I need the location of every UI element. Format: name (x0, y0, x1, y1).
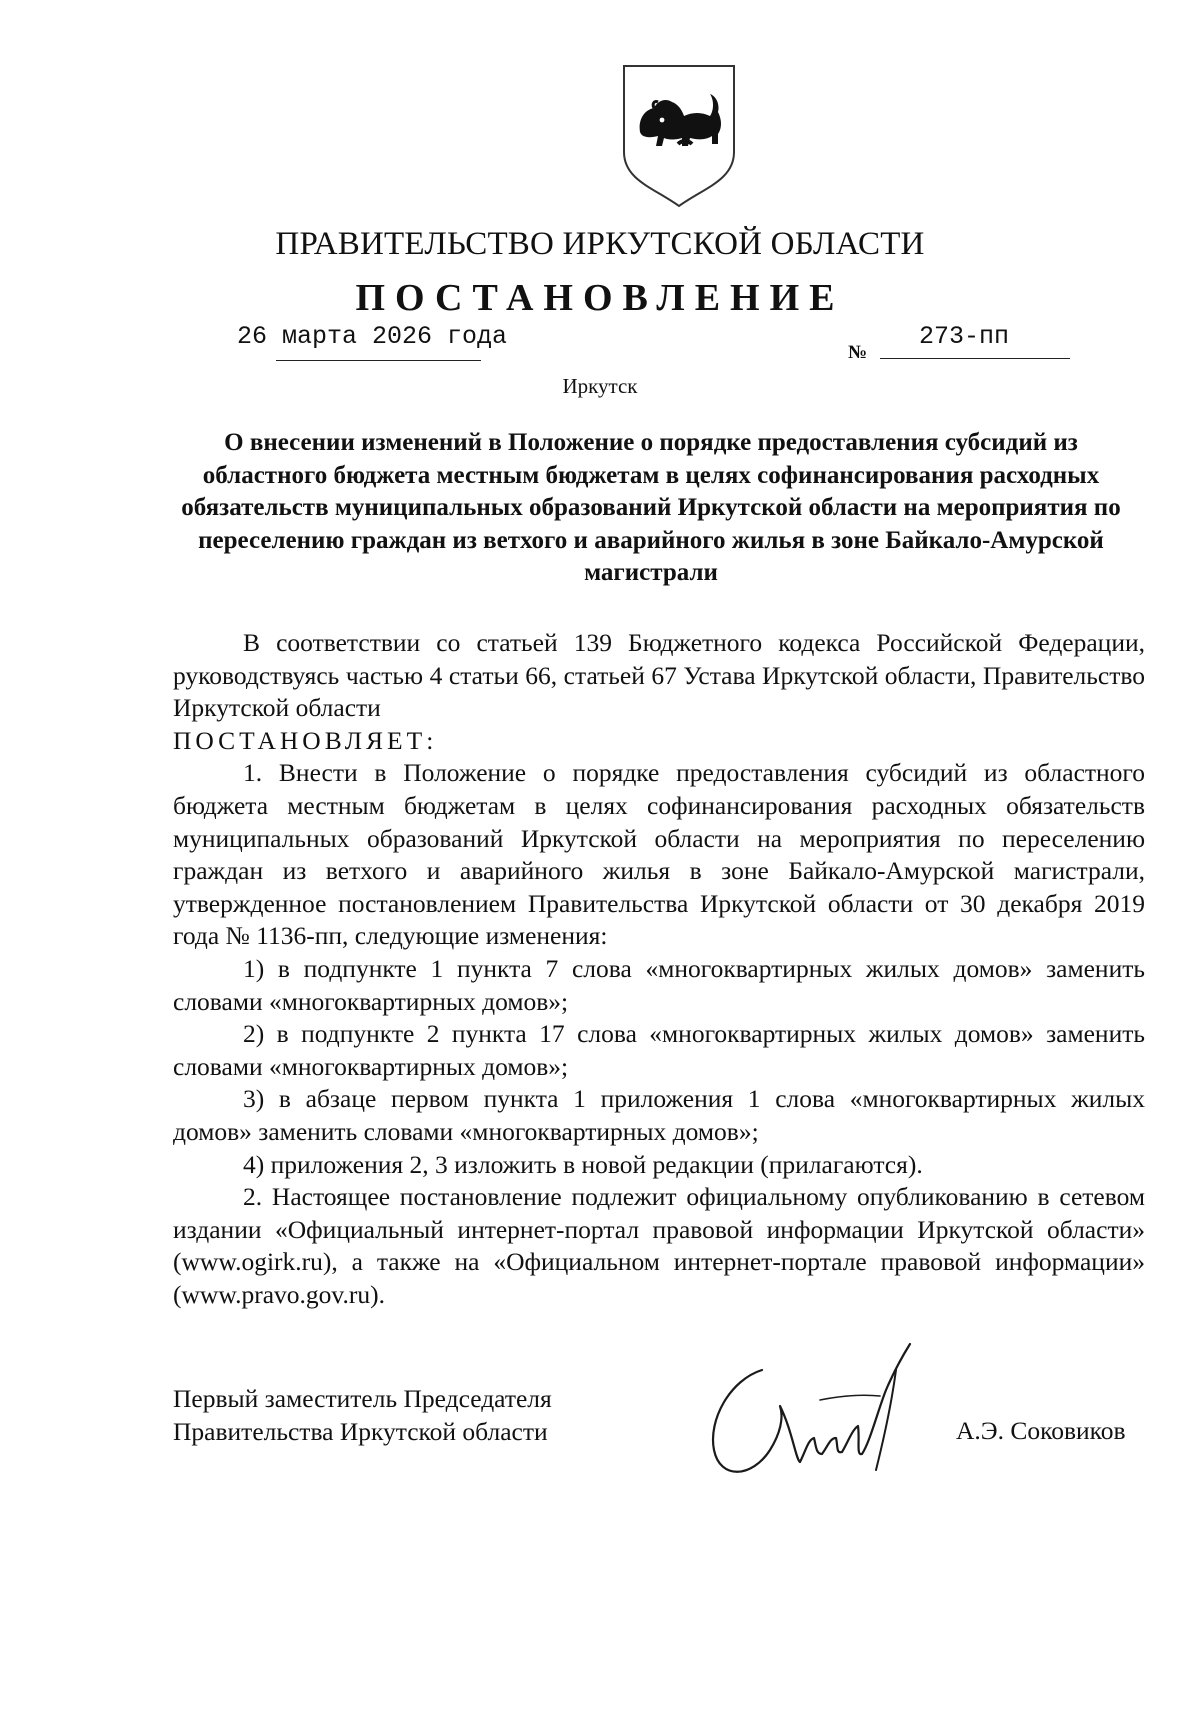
number-underline (880, 358, 1070, 359)
signatory-name: А.Э. Соковиков (956, 1416, 1126, 1445)
document-title: О внесении изменений в Положение о порядке предоставления субсидий из областного бюджета местным бюджетам в целях софинансирования расходных обязательств муниципальных образований Иркутской области на мероприятия по переселению граждан из ветхого и аварийного жилья в зоне Байкало-Амурской магистрали (181, 429, 1121, 586)
paragraph: 3) в абзаце первом пункта 1 приложения 1 слова «многоквартирных жилых домов» заменить словами «многоквартирных домов»; (173, 1084, 1145, 1146)
decree-date: 26 марта 2026 года (237, 322, 508, 351)
signatory-position-line: Правительства Иркутской области (173, 1416, 548, 1446)
paragraph: 1. Внести в Положение о порядке предоставления субсидий из областного бюджета местным бюджетам в целях софинансирования расходных обязательств муниципальных образований Иркутской области на мероприятия по переселению граждан из ветхого и аварийного жилья в зоне Байкало-Амурской магистрали, утвержденное постановлением Правительства Иркутской области от 30 декабря 2019 года № 1136-пп, следующие изменения: (173, 758, 1145, 951)
resolves-heading: ПОСТАНОВЛЯЕТ: (173, 725, 438, 755)
document-type: ПОСТАНОВЛЕНИЕ (355, 277, 845, 319)
decree-number: 273-пп (919, 322, 1010, 351)
number-sign: № (848, 342, 868, 363)
date-underline (276, 360, 481, 361)
document-body (173, 627, 1145, 1311)
handwritten-signature-icon (700, 1330, 940, 1500)
irkutsk-coat-of-arms-icon (618, 60, 740, 210)
signatory-position (173, 1383, 552, 1448)
paragraph: 2) в подпункте 2 пункта 17 слова «многоквартирных жилых домов» заменить словами «многоквартирных домов»; (173, 1019, 1145, 1081)
government-name: ПРАВИТЕЛЬСТВО ИРКУТСКОЙ ОБЛАСТИ (275, 226, 925, 262)
preamble: В соответствии со статьей 139 Бюджетного кодекса Российской Федерации, руководствуясь частью 4 статьи 66, статьей 67 Устава Иркутской области, Правительство Иркутской области (173, 628, 1145, 723)
paragraph: 2. Настоящее постановление подлежит официальному опубликованию в сетевом издании «Официальный интернет-портал правовой информации Иркутской области» (www.ogirk.ru), а также на «Официальном интернет-портале правовой информации» (www.pravo.gov.ru). (173, 1182, 1145, 1309)
signatory-position-line: Первый заместитель Председателя (173, 1384, 552, 1413)
paragraph: 4) приложения 2, 3 изложить в новой редакции (прилагаются). (243, 1149, 923, 1179)
city: Иркутск (562, 374, 638, 398)
paragraph: 1) в подпункте 1 пункта 7 слова «многоквартирных жилых домов» заменить словами «многоквартирных домов»; (173, 953, 1145, 1016)
